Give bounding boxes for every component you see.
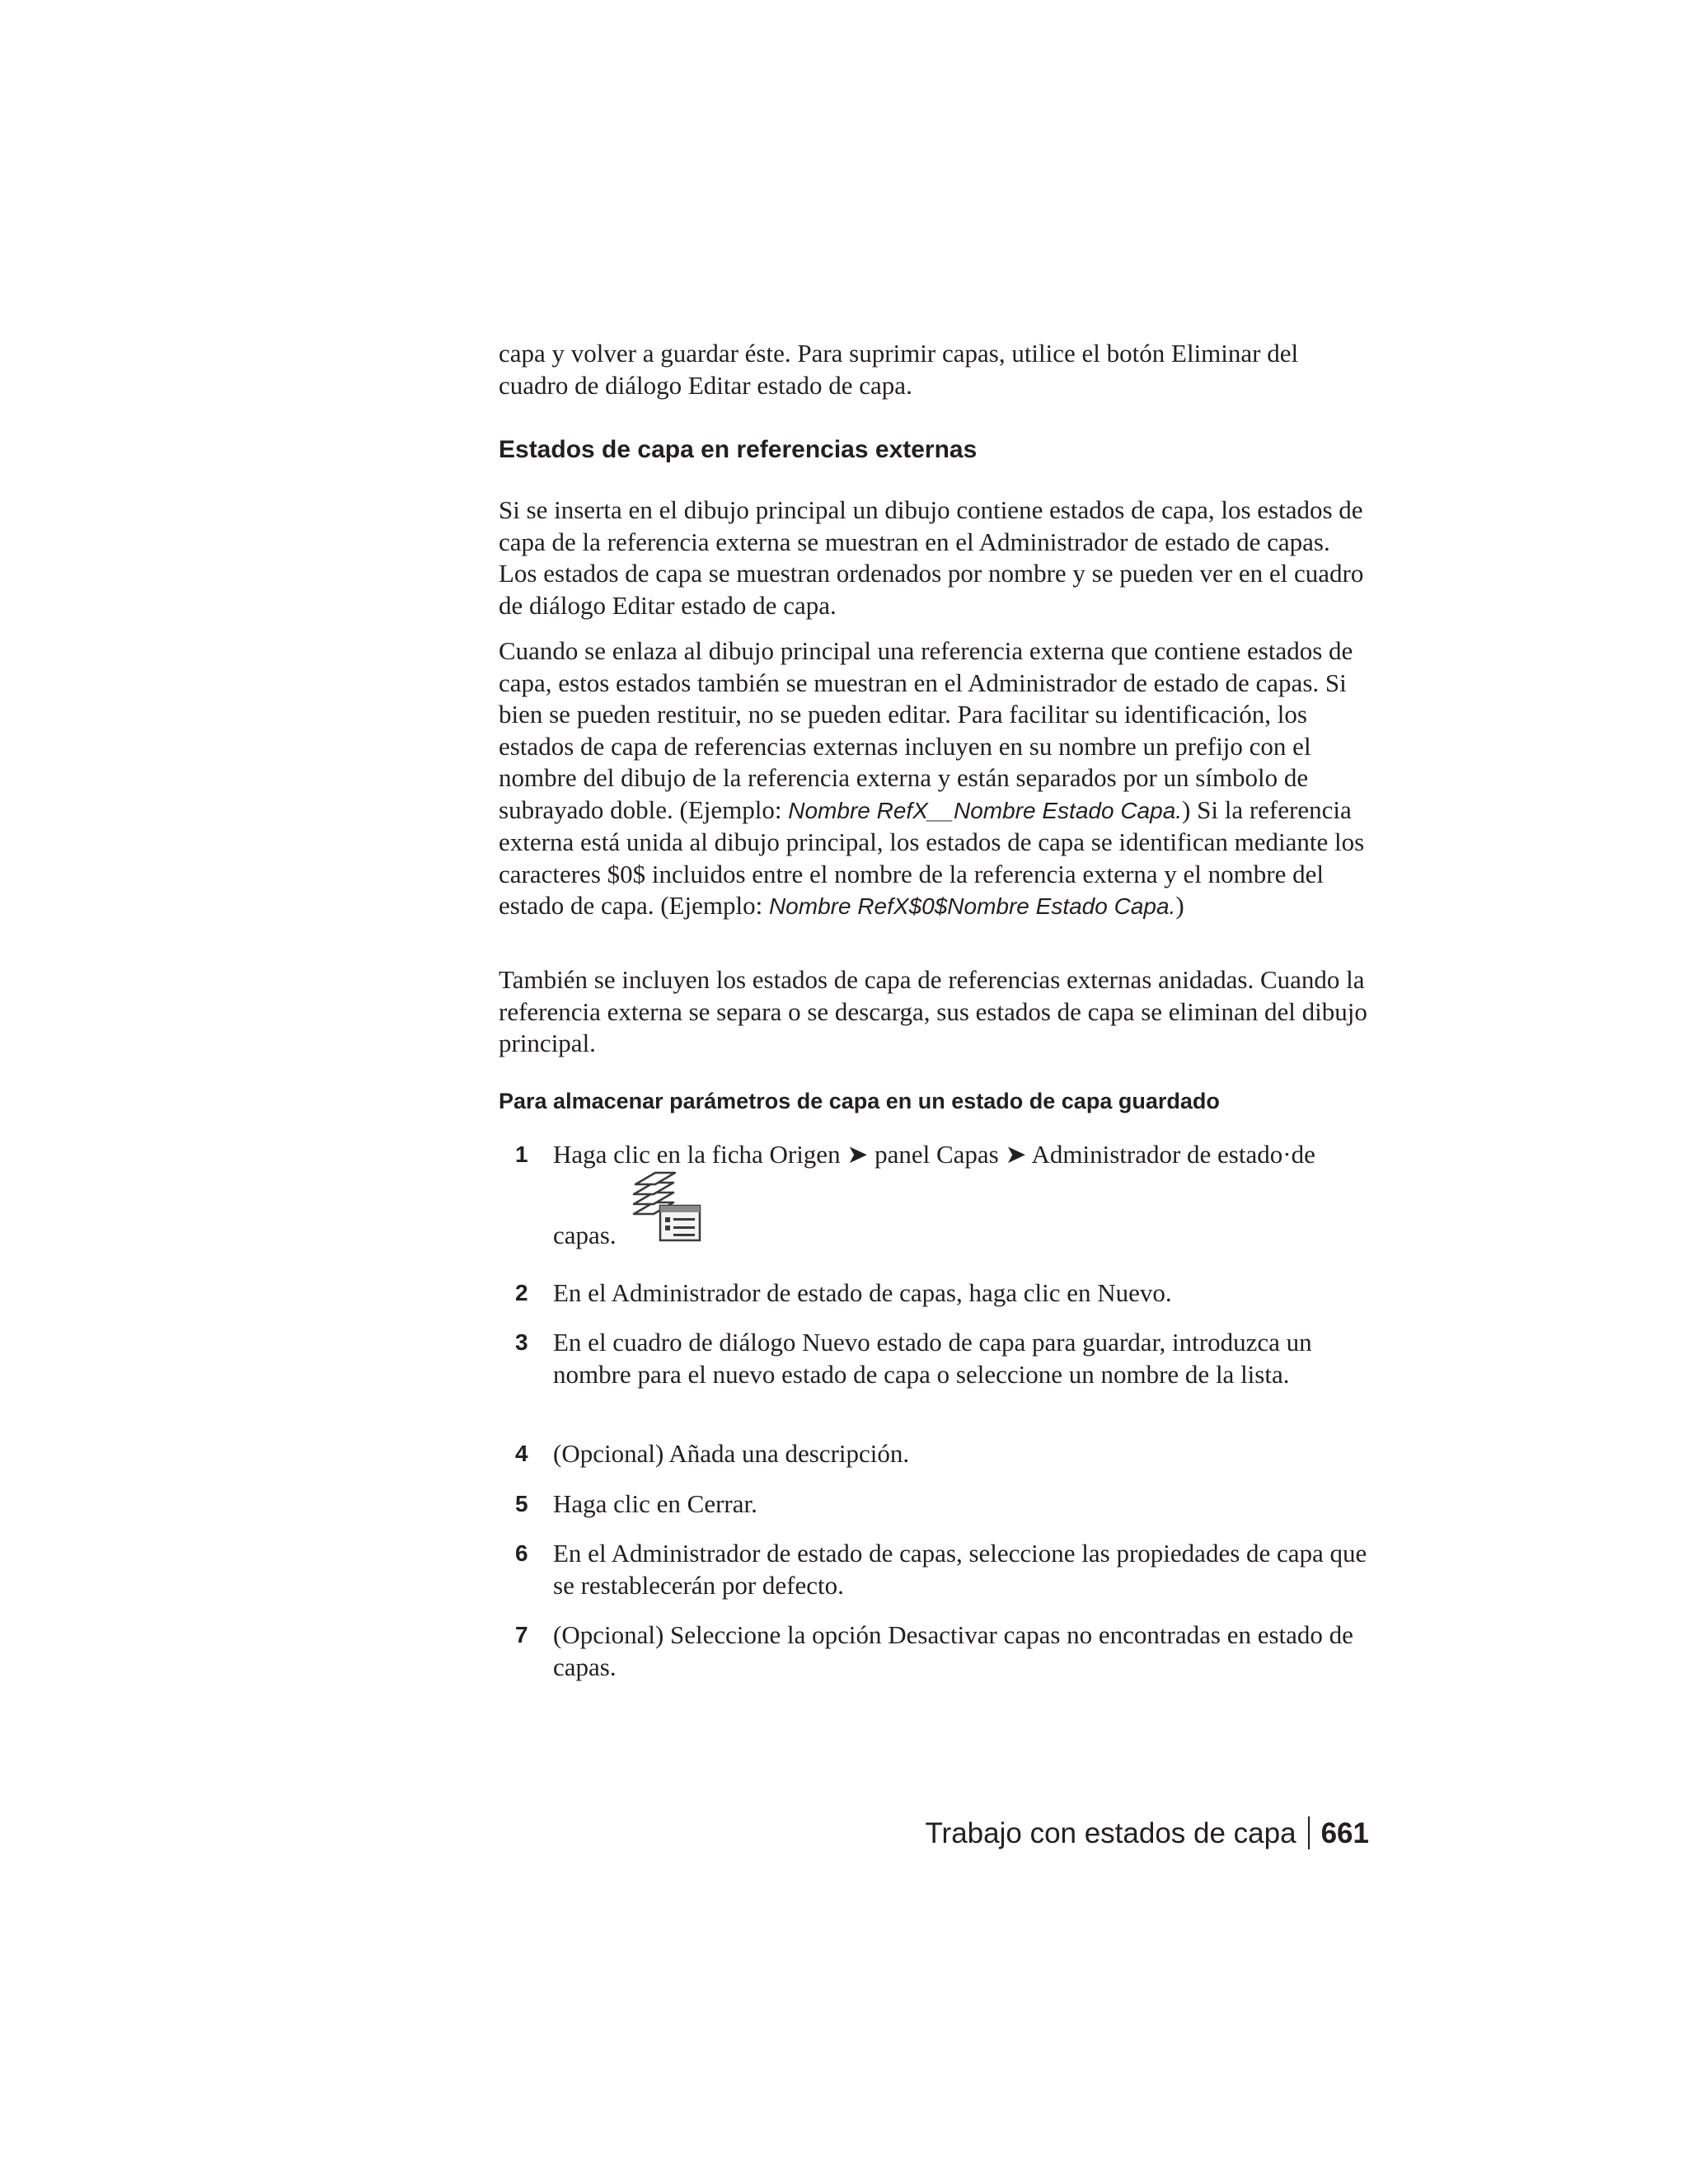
step-3-block bbox=[499, 1327, 1374, 1390]
footer-divider bbox=[1308, 1816, 1310, 1849]
intro-block bbox=[499, 338, 1374, 401]
step-2-block bbox=[499, 1277, 1374, 1310]
section-paragraph-3-block bbox=[499, 964, 1374, 1060]
layer-state-manager-icon bbox=[629, 1171, 703, 1252]
paragraph-2-text-c: ) bbox=[1175, 891, 1184, 920]
step-number: 7 bbox=[515, 1622, 528, 1647]
procedure-heading: Para almacenar parámetros de capa en un estado de capa guardado bbox=[499, 1089, 1220, 1113]
step-text: (Opcional) Seleccione la opción Desactivar capas no encontradas en estado de capas. bbox=[553, 1620, 1353, 1681]
step-1-text-c: Administrador de estado·de capas. bbox=[553, 1140, 1315, 1249]
section-heading: Estados de capa en referencias externas bbox=[499, 436, 978, 463]
step-1-block bbox=[499, 1139, 1374, 1251]
paragraph-2-text-b: ) Si la referencia externa está unida al dibujo principal, los estados de capa se identifican mediante los caracteres $0$ incluidos entre el nombre de la referencia externa y el nombre del estado de capa. (Ejemplo: bbox=[499, 794, 1365, 920]
step-text: En el cuadro de diálogo Nuevo estado de capa para guardar, introduzca un nombre para el nuevo estado de capa o seleccione un nombre de la lista. bbox=[553, 1328, 1312, 1389]
section-paragraph-1: Si se inserta en el dibujo principal un dibujo contiene estados de capa, los estados de capa de la referencia externa se muestran en el Administrador de estado de capas. Los estados de capa se muestran ordenados por nombre y se pueden ver en el cuadro de diálogo Editar estado de capa. bbox=[499, 495, 1364, 620]
step-number: 1 bbox=[515, 1141, 528, 1167]
step-list bbox=[499, 1488, 1374, 1521]
step-list bbox=[499, 1327, 1374, 1390]
menu-arrow-icon: ➤ bbox=[846, 1140, 869, 1169]
list-item bbox=[499, 1488, 1374, 1521]
step-list bbox=[499, 1538, 1374, 1601]
step-6-block bbox=[499, 1538, 1374, 1601]
page-number: 661 bbox=[1320, 1817, 1369, 1849]
list-item bbox=[499, 1277, 1374, 1310]
example-bound-xref-name: Nombre RefX$0$Nombre Estado Capa. bbox=[768, 893, 1176, 919]
section-paragraph-2-block bbox=[499, 635, 1374, 923]
step-list bbox=[499, 1438, 1374, 1470]
step-list bbox=[499, 1277, 1374, 1310]
menu-arrow-icon: ➤ bbox=[1005, 1140, 1027, 1169]
example-xref-name: Nombre RefX__Nombre Estado Capa. bbox=[788, 797, 1183, 823]
step-number: 4 bbox=[515, 1441, 528, 1466]
step-5-block bbox=[499, 1488, 1374, 1521]
section-block bbox=[499, 434, 1374, 466]
step-text: En el Administrador de estado de capas, seleccione las propiedades de capa que se restablecerán por defecto. bbox=[553, 1539, 1367, 1600]
list-item bbox=[499, 1538, 1374, 1601]
step-text: (Opcional) Añada una descripción. bbox=[553, 1439, 910, 1468]
step-list bbox=[499, 1619, 1374, 1683]
step-7-block bbox=[499, 1619, 1374, 1683]
list-item bbox=[499, 1327, 1374, 1390]
paragraph-2-text-a: Cuando se enlaza al dibujo principal una referencia externa que contiene estados de capa, estos estados también se muestran en el Administrador de estado de capas. Si bien se pueden restituir, no se pueden editar. Para facilitar su identificación, los estados de capa de referencias externas incluyen en su nombre un prefijo con el nombre del dibujo de la referencia externa y están separados por un símbolo de subrayado doble. (Ejemplo: bbox=[499, 636, 1353, 824]
step-list-first bbox=[499, 1139, 1374, 1251]
section-paragraph-2 bbox=[499, 635, 1374, 923]
step-number: 5 bbox=[515, 1491, 528, 1516]
section-paragraph-1-block bbox=[499, 494, 1374, 621]
step-1-text-b: panel Capas bbox=[874, 1140, 999, 1169]
step-text: Haga clic en Cerrar. bbox=[553, 1489, 757, 1518]
step-number: 3 bbox=[515, 1329, 528, 1355]
step-text: En el Administrador de estado de capas, haga clic en Nuevo. bbox=[553, 1278, 1172, 1307]
step-number: 6 bbox=[515, 1540, 528, 1566]
list-item bbox=[499, 1438, 1374, 1470]
list-item bbox=[499, 1619, 1374, 1683]
intro-paragraph: capa y volver a guardar éste. Para suprimir capas, utilice el botón Eliminar del cuadro de diálogo Editar estado de capa. bbox=[499, 339, 1299, 400]
list-item bbox=[499, 1139, 1374, 1251]
step-1-text-a: Haga clic en la ficha Origen bbox=[553, 1140, 841, 1169]
step-number: 2 bbox=[515, 1280, 528, 1305]
page-footer bbox=[925, 1816, 1369, 1852]
procedure-block bbox=[499, 1086, 1374, 1116]
section-paragraph-3: También se incluyen los estados de capa de referencias externas anidadas. Cuando la referencia externa se separa o se descarga, sus estados de capa se eliminan del dibujo principal. bbox=[499, 965, 1367, 1057]
step-4-block bbox=[499, 1438, 1374, 1470]
running-footer-title: Trabajo con estados de capa bbox=[925, 1817, 1296, 1849]
